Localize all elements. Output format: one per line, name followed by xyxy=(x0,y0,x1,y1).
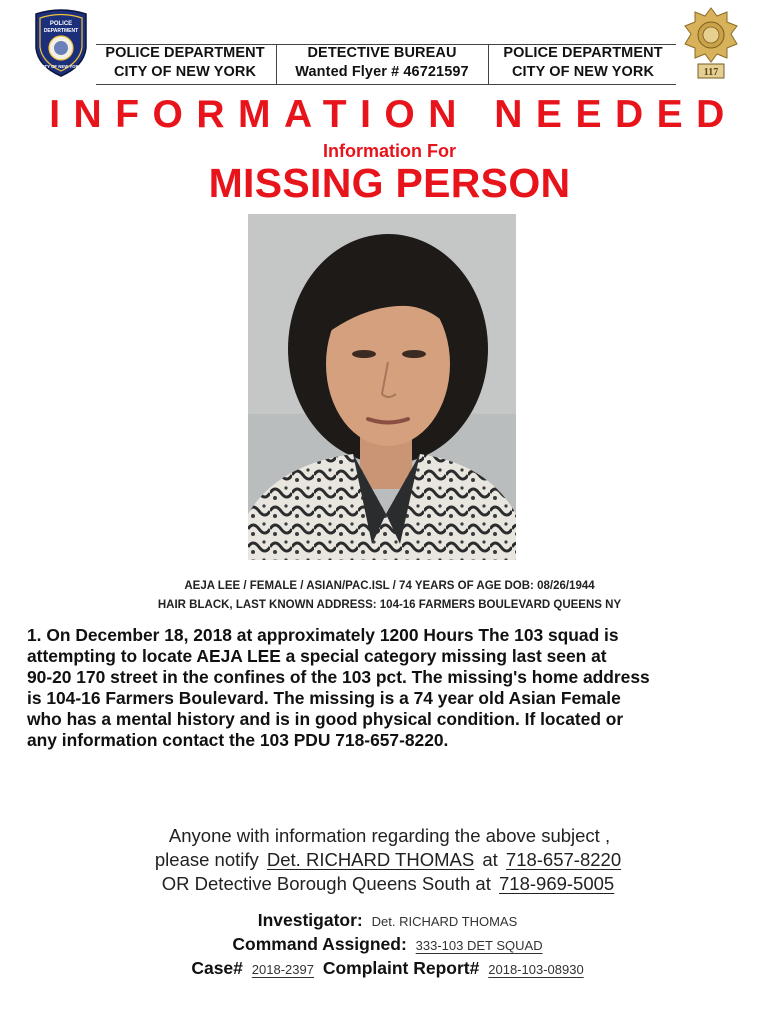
narrative-line: 1. On December 18, 2018 at approximately 1200 Hours The 103 squad is xyxy=(27,625,619,645)
nypd-patch-logo xyxy=(32,8,90,78)
header-right-line2: CITY OF NEW YORK xyxy=(511,64,655,80)
detective-name: Det. RICHARD THOMAS xyxy=(266,849,475,870)
command-row xyxy=(0,933,779,957)
narrative-line: 90-20 170 street in the confines of the 103 pct. The missing's home address xyxy=(27,667,650,687)
header-center xyxy=(278,44,486,86)
contact-notify xyxy=(0,849,779,871)
complaint-label: Complaint Report# xyxy=(322,958,480,978)
missing-person-photo xyxy=(248,214,516,560)
svg-text:POLICE: POLICE xyxy=(49,21,73,27)
narrative-paragraph xyxy=(27,625,752,751)
header-center-line1: DETECTIVE BUREAU xyxy=(307,45,457,61)
narrative-line: who has a mental history and is in good physical condition. If located or xyxy=(27,709,624,729)
header-right-line1: POLICE DEPARTMENT xyxy=(503,45,663,61)
narrative-line: attempting to locate AEJA LEE a special category missing last seen at xyxy=(27,646,607,666)
phone-secondary: 718-969-5005 xyxy=(499,873,615,894)
badge-number: 117 xyxy=(703,67,719,78)
description-line: AEJA LEE / FEMALE / ASIAN/PAC.ISL / 74 YEARS OF AGE DOB: 08/26/1944 xyxy=(184,580,595,592)
investigator-value: Det. RICHARD THOMAS xyxy=(371,914,518,929)
command-value: 333-103 DET SQUAD xyxy=(415,938,543,953)
narrative-line: is 104-16 Farmers Boulevard. The missing is a 74 year old Asian Female xyxy=(27,688,621,708)
svg-text:DEPARTMENT: DEPARTMENT xyxy=(43,28,79,34)
phone-primary: 718-657-8220 xyxy=(505,849,622,870)
description-line: HAIR BLACK, LAST KNOWN ADDRESS: 104-16 FARMERS BOULEVARD QUEENS NY xyxy=(157,599,622,611)
borough-label: OR Detective Borough Queens South at xyxy=(161,873,491,894)
headline: INFORMATION NEEDED xyxy=(49,93,738,136)
command-label: Command Assigned: xyxy=(232,934,407,954)
at-label: at xyxy=(482,849,498,870)
header-right xyxy=(490,44,676,86)
header-divider xyxy=(276,44,277,84)
case-label: Case# xyxy=(191,958,243,978)
narrative-line: any information contact the 103 PDU 718-657-8220. xyxy=(27,730,449,750)
page-title: MISSING PERSON xyxy=(208,160,571,206)
header-left xyxy=(96,44,274,86)
header-divider xyxy=(488,44,489,84)
header-left-line2: CITY OF NEW YORK xyxy=(113,64,257,80)
subheadline: Information For xyxy=(323,141,456,161)
investigator-row xyxy=(0,909,779,933)
case-value: 2018-2397 xyxy=(251,962,314,977)
contact-intro: Anyone with information regarding the above subject , xyxy=(168,825,611,846)
case-row xyxy=(0,957,779,981)
wanted-flyer-number: Wanted Flyer # 46721597 xyxy=(295,64,469,80)
detective-badge-logo xyxy=(681,6,741,82)
header-left-line1: POLICE DEPARTMENT xyxy=(105,45,265,61)
complaint-value: 2018-103-08930 xyxy=(488,962,584,977)
investigator-label: Investigator: xyxy=(257,910,363,930)
svg-text:CITY OF NEW YORK: CITY OF NEW YORK xyxy=(40,64,82,69)
contact-alternate xyxy=(0,873,779,895)
notify-label: please notify xyxy=(154,849,259,870)
